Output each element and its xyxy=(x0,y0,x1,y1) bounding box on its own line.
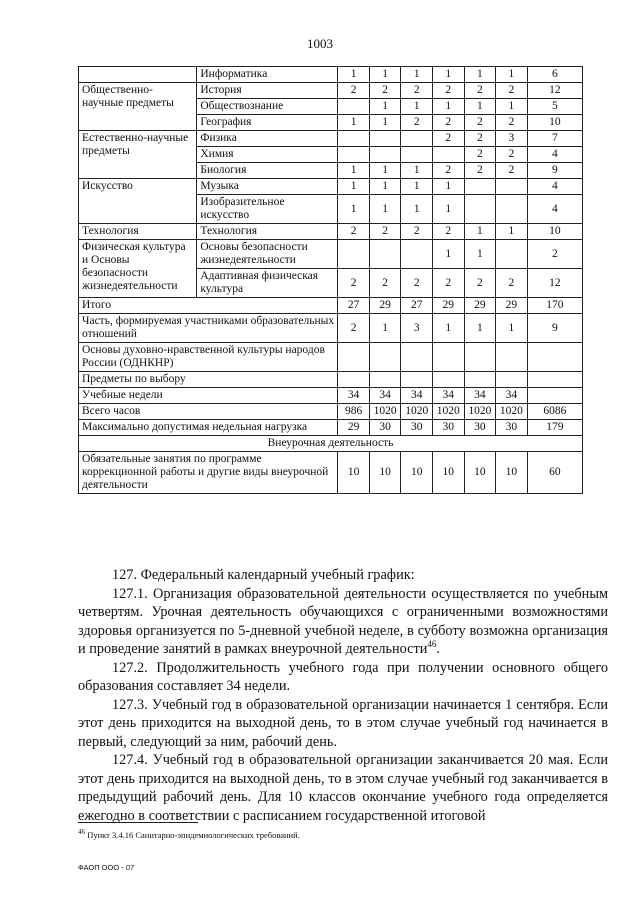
value-cell: 10 xyxy=(433,452,465,494)
hours-cell xyxy=(433,147,465,163)
value-cell: 1020 xyxy=(401,404,433,420)
hours-cell: 2 xyxy=(369,83,401,99)
paragraph-127-1 xyxy=(78,585,608,659)
table-row xyxy=(79,404,583,420)
value-cell xyxy=(496,343,528,372)
hours-cell: 2 xyxy=(338,224,370,240)
hours-cell: 1 xyxy=(401,67,433,83)
total-hours-cell: 5 xyxy=(527,99,582,115)
value-cell: 1020 xyxy=(464,404,496,420)
hours-cell: 1 xyxy=(338,163,370,179)
table-row xyxy=(79,131,583,147)
footnote-text: Пункт 3.4.16 Санитарно-эпидемиологических требований. xyxy=(85,829,300,840)
hours-cell: 2 xyxy=(369,269,401,298)
paragraph-127-1-end: . xyxy=(436,641,440,657)
hours-cell: 1 xyxy=(464,224,496,240)
table-row xyxy=(79,372,583,388)
paragraph-127-1-text: 127.1. Организация образовательной деятельности осуществляется по учебным четвертям. Урочная деятельность обучающихся с ограниченными возможностями здоровья организуется по 5-дневной учебной неделе, в субботу возможна организация и проведение занятий в рамках внеурочной деятельности xyxy=(78,585,608,657)
value-cell: 27 xyxy=(338,298,370,314)
hours-cell xyxy=(338,147,370,163)
hours-cell: 2 xyxy=(496,269,528,298)
value-cell: 3 xyxy=(401,314,433,343)
value-cell xyxy=(369,372,401,388)
hours-cell: 1 xyxy=(464,99,496,115)
table-row xyxy=(79,67,583,83)
hours-cell: 2 xyxy=(433,269,465,298)
value-cell xyxy=(464,372,496,388)
document-body xyxy=(78,566,608,825)
total-hours-cell: 10 xyxy=(527,224,582,240)
total-hours-cell: 7 xyxy=(527,131,582,147)
total-hours-cell: 6 xyxy=(527,67,582,83)
subject-cell: Изобразительное искусство xyxy=(197,195,338,224)
hours-cell: 2 xyxy=(464,147,496,163)
footnote-ref[interactable]: 46 xyxy=(427,639,437,650)
subject-cell: История xyxy=(197,83,338,99)
hours-cell: 1 xyxy=(401,163,433,179)
hours-cell: 3 xyxy=(496,131,528,147)
total-hours-cell: 4 xyxy=(527,195,582,224)
hours-cell: 2 xyxy=(464,83,496,99)
subject-cell: География xyxy=(197,115,338,131)
subject-cell: Основы безопасности жизнедеятельности xyxy=(197,240,338,269)
hours-cell xyxy=(369,131,401,147)
table-row xyxy=(79,314,583,343)
hours-cell: 2 xyxy=(496,163,528,179)
hours-cell: 2 xyxy=(496,147,528,163)
hours-cell xyxy=(338,131,370,147)
subject-cell: Физика xyxy=(197,131,338,147)
value-cell: 29 xyxy=(338,420,370,436)
hours-cell: 2 xyxy=(433,115,465,131)
hours-cell: 2 xyxy=(464,131,496,147)
hours-cell xyxy=(496,240,528,269)
total-cell: 9 xyxy=(527,314,582,343)
subject-cell: Обществознание xyxy=(197,99,338,115)
value-cell: 29 xyxy=(433,298,465,314)
hours-cell: 2 xyxy=(433,224,465,240)
hours-cell: 1 xyxy=(496,224,528,240)
hours-cell: 1 xyxy=(433,179,465,195)
hours-cell: 2 xyxy=(433,131,465,147)
value-cell: 1 xyxy=(369,314,401,343)
total-cell xyxy=(527,372,582,388)
hours-cell: 2 xyxy=(464,163,496,179)
hours-cell: 2 xyxy=(496,83,528,99)
hours-cell: 1 xyxy=(464,67,496,83)
hours-cell: 2 xyxy=(401,224,433,240)
maxload-label: Максимально допустимая недельная нагрузка xyxy=(79,420,338,436)
hours-cell: 2 xyxy=(496,115,528,131)
hours-cell: 2 xyxy=(464,115,496,131)
paragraph-127-3: 127.3. Учебный год в образовательной организации начинается 1 сентября. Если этот день приходится на выходной день, то в этом случае учебный год начинается в первый, следующий за ним, рабочий день. xyxy=(78,696,608,750)
hours-cell xyxy=(496,195,528,224)
value-cell xyxy=(401,372,433,388)
hours-cell: 2 xyxy=(369,224,401,240)
value-cell: 30 xyxy=(401,420,433,436)
value-cell xyxy=(433,372,465,388)
hours-cell: 1 xyxy=(433,195,465,224)
mandatory-label: Обязательные занятия по программе коррекционной работы и другие виды внеурочной деятельности xyxy=(79,452,338,494)
total-hours-cell: 9 xyxy=(527,163,582,179)
hours-cell: 2 xyxy=(338,83,370,99)
table-row xyxy=(79,436,583,452)
hours-cell: 1 xyxy=(338,195,370,224)
total-hours-cell: 4 xyxy=(527,147,582,163)
value-cell: 10 xyxy=(338,452,370,494)
subject-cell: Технология xyxy=(197,224,338,240)
document-footer: ФАОП ООО - 07 xyxy=(78,863,135,872)
value-cell: 34 xyxy=(369,388,401,404)
table-row xyxy=(79,298,583,314)
value-cell: 986 xyxy=(338,404,370,420)
subject-area-cell: Общественно-научные предметы xyxy=(79,83,197,131)
hours-cell xyxy=(338,240,370,269)
value-cell: 29 xyxy=(369,298,401,314)
hours-cell xyxy=(401,240,433,269)
hours-cell: 1 xyxy=(401,179,433,195)
footnote-number: 46 xyxy=(78,828,86,836)
total-hours-cell: 10 xyxy=(527,115,582,131)
table-row xyxy=(79,83,583,99)
subject-area-cell: Искусство xyxy=(79,179,197,224)
hours-cell: 1 xyxy=(496,99,528,115)
hours-cell: 2 xyxy=(433,163,465,179)
hours-cell: 2 xyxy=(433,83,465,99)
value-cell: 10 xyxy=(401,452,433,494)
hours-cell: 1 xyxy=(464,240,496,269)
value-cell: 2 xyxy=(338,314,370,343)
value-cell: 1 xyxy=(496,314,528,343)
hours-cell xyxy=(369,240,401,269)
value-cell: 10 xyxy=(369,452,401,494)
value-cell: 10 xyxy=(464,452,496,494)
value-cell: 1 xyxy=(433,314,465,343)
value-cell xyxy=(433,343,465,372)
value-cell: 1 xyxy=(464,314,496,343)
hours-cell xyxy=(401,131,433,147)
value-cell: 34 xyxy=(464,388,496,404)
table-row xyxy=(79,343,583,372)
value-cell: 29 xyxy=(496,298,528,314)
hours-cell xyxy=(369,147,401,163)
hours-cell xyxy=(401,147,433,163)
paragraph-127-2: 127.2. Продолжительность учебного года при получении основного общего образования составляет 34 недели. xyxy=(78,659,608,694)
hours-cell: 2 xyxy=(464,269,496,298)
total-cell: 60 xyxy=(527,452,582,494)
total-hours-cell: 2 xyxy=(527,240,582,269)
value-cell xyxy=(496,372,528,388)
subject-cell: Биология xyxy=(197,163,338,179)
choice-label: Предметы по выбору xyxy=(79,372,338,388)
part-label: Часть, формируемая участниками образовательных отношений xyxy=(79,314,338,343)
hours-cell: 1 xyxy=(338,67,370,83)
value-cell: 10 xyxy=(496,452,528,494)
value-cell: 30 xyxy=(369,420,401,436)
hours-cell: 1 xyxy=(369,179,401,195)
subject-cell: Адаптивная физическая культура xyxy=(197,269,338,298)
table-row xyxy=(79,240,583,269)
subject-area-cell: Естественно-научные предметы xyxy=(79,131,197,179)
value-cell: 34 xyxy=(496,388,528,404)
weeks-label: Учебные недели xyxy=(79,388,338,404)
hours-cell xyxy=(338,99,370,115)
curriculum-table xyxy=(78,66,583,494)
value-cell: 30 xyxy=(496,420,528,436)
hours-label: Всего часов xyxy=(79,404,338,420)
value-cell: 34 xyxy=(338,388,370,404)
value-cell: 30 xyxy=(464,420,496,436)
total-hours-cell: 4 xyxy=(527,179,582,195)
total-cell: 170 xyxy=(527,298,582,314)
footnote-divider xyxy=(78,822,198,823)
hours-cell xyxy=(496,179,528,195)
value-cell: 34 xyxy=(401,388,433,404)
table-row xyxy=(79,420,583,436)
hours-cell: 1 xyxy=(369,163,401,179)
hours-cell: 1 xyxy=(401,99,433,115)
value-cell: 30 xyxy=(433,420,465,436)
table-row xyxy=(79,452,583,494)
value-cell xyxy=(369,343,401,372)
value-cell: 34 xyxy=(433,388,465,404)
subject-cell: Информатика xyxy=(197,67,338,83)
hours-cell: 2 xyxy=(401,115,433,131)
value-cell xyxy=(401,343,433,372)
hours-cell: 1 xyxy=(433,240,465,269)
subject-area-cell: Физическая культура и Основы безопасности жизнедеятельности xyxy=(79,240,197,298)
extracurricular-header: Внеурочная деятельность xyxy=(79,436,583,452)
subject-cell: Химия xyxy=(197,147,338,163)
hours-cell: 2 xyxy=(338,269,370,298)
hours-cell: 1 xyxy=(338,115,370,131)
value-cell: 27 xyxy=(401,298,433,314)
subject-cell: Музыка xyxy=(197,179,338,195)
total-cell xyxy=(527,388,582,404)
hours-cell: 1 xyxy=(496,67,528,83)
total-cell: 6086 xyxy=(527,404,582,420)
page-number: 1003 xyxy=(307,36,333,51)
hours-cell: 1 xyxy=(369,195,401,224)
value-cell xyxy=(464,343,496,372)
value-cell: 1020 xyxy=(496,404,528,420)
hours-cell: 1 xyxy=(401,195,433,224)
hours-cell: 1 xyxy=(369,67,401,83)
itogo-label: Итого xyxy=(79,298,338,314)
subject-area-cell: Технология xyxy=(79,224,197,240)
paragraph-127: 127. Федеральный календарный учебный график: xyxy=(112,567,415,583)
hours-cell xyxy=(464,195,496,224)
hours-cell: 1 xyxy=(369,115,401,131)
subject-area-cell xyxy=(79,67,197,83)
hours-cell: 1 xyxy=(433,99,465,115)
hours-cell: 1 xyxy=(433,67,465,83)
table-row xyxy=(79,179,583,195)
hours-cell xyxy=(464,179,496,195)
total-cell: 179 xyxy=(527,420,582,436)
table-row xyxy=(79,224,583,240)
value-cell xyxy=(338,343,370,372)
hours-cell: 2 xyxy=(401,269,433,298)
value-cell xyxy=(338,372,370,388)
hours-cell: 1 xyxy=(338,179,370,195)
table-row xyxy=(79,388,583,404)
footnote xyxy=(78,828,300,840)
value-cell: 29 xyxy=(464,298,496,314)
hours-cell: 2 xyxy=(401,83,433,99)
total-cell xyxy=(527,343,582,372)
odnknr-label: Основы духовно-нравственной культуры народов России (ОДНКНР) xyxy=(79,343,338,372)
paragraph-127-4: 127.4. Учебный год в образовательной организации заканчивается 20 мая. Если этот день приходится на выходной день, то в этом случае учебный год заканчивается в предыдущий рабочий день. Для 10 классов окончание учебного года определяется ежегодно в соответствии с расписанием государственной итоговой xyxy=(78,752,608,824)
total-hours-cell: 12 xyxy=(527,269,582,298)
value-cell: 1020 xyxy=(433,404,465,420)
value-cell: 1020 xyxy=(369,404,401,420)
hours-cell: 1 xyxy=(369,99,401,115)
total-hours-cell: 12 xyxy=(527,83,582,99)
